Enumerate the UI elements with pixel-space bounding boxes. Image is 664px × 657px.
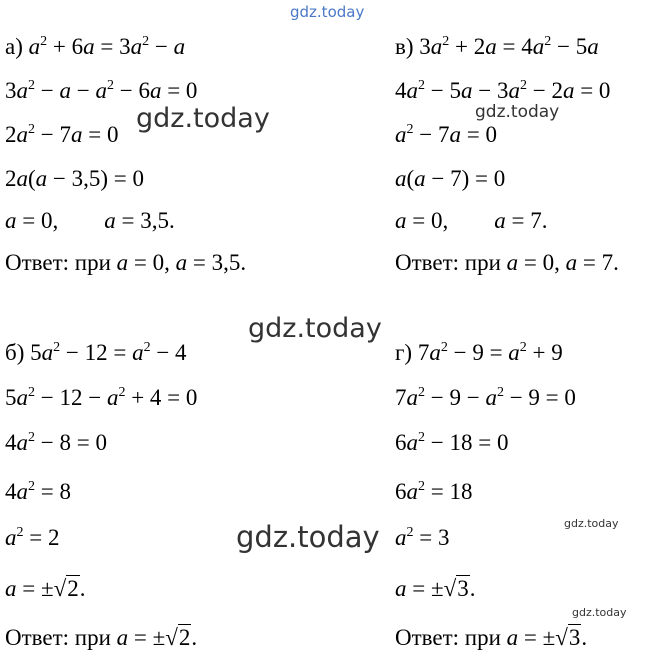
problem-v-roots: a = 0, a = 7.: [395, 208, 548, 233]
problem-a-statement: а) $a^2 + 6a = 3a^2 - a$: [5, 34, 186, 59]
problem-a-label: а): [5, 34, 23, 59]
problem-b-step-3: $4a^2 = 8$: [5, 479, 71, 504]
problem-a-answer: Ответ: при a = 0, a = 3,5.: [5, 250, 247, 275]
problem-g-step-1: $7a^2 - 9 - a^2 - 9 = 0$: [395, 385, 576, 410]
problem-g-statement: г) $7a^2 - 9 = a^2 + 9$: [395, 340, 563, 365]
problem-g-step-2: $6a^2 - 18 = 0$: [395, 430, 509, 455]
problem-v-step-2: $a^2 - 7a = 0$: [395, 122, 497, 147]
problem-b-label: б): [5, 340, 25, 365]
watermark-small-2: gdz.today: [572, 606, 627, 619]
problem-b-answer: Ответ: при a = ±√2.: [5, 625, 198, 650]
problem-g-answer: Ответ: при a = ±√3.: [395, 625, 588, 650]
problem-a-step-3: 2a(a − 3,5) = 0: [5, 166, 145, 191]
problem-b-step-1: $5a^2 - 12 - a^2 + 4 = 0$: [5, 385, 198, 410]
watermark-left: gdz.today: [136, 103, 270, 134]
problem-b-step-4: $a^2 = 2$: [5, 525, 60, 550]
problem-b-step-2: $4a^2 - 8 = 0$: [5, 430, 107, 455]
problem-g-step-4: $a^2 = 3$: [395, 525, 450, 550]
problem-g-label: г): [395, 340, 413, 365]
watermark-top: gdz.today: [290, 3, 365, 21]
watermark-center: gdz.today: [248, 313, 382, 344]
sqrt-symbol: √2: [53, 576, 79, 601]
problem-g-step-3: $6a^2 = 18$: [395, 479, 473, 504]
problem-g-roots: a = ±√3.: [395, 576, 476, 601]
problem-v-answer: Ответ: при a = 0, a = 7.: [395, 250, 619, 275]
problem-v-statement: в) $3a^2 + 2a = 4a^2 - 5a$: [395, 34, 599, 59]
problem-v-label: в): [395, 34, 414, 59]
problem-b-roots: a = ±√2.: [5, 576, 86, 601]
problem-b-statement: б) $5a^2 - 12 = a^2 - 4$: [5, 340, 187, 365]
problem-a-step-1: $3a^2 - a - a^2 - 6a = 0$: [5, 78, 198, 103]
problem-v-step-3: a(a − 7) = 0: [395, 166, 506, 191]
watermark-small-1: gdz.today: [564, 517, 619, 530]
problem-a-roots: a = 0, a = 3,5.: [5, 208, 175, 233]
problem-a-step-2: $2a^2 - 7a = 0$: [5, 122, 119, 147]
watermark-right: gdz.today: [475, 102, 560, 122]
problem-v-step-1: $4a^2 - 5a - 3a^2 - 2a = 0$: [395, 78, 611, 103]
watermark-center-low: gdz.today: [236, 520, 380, 554]
